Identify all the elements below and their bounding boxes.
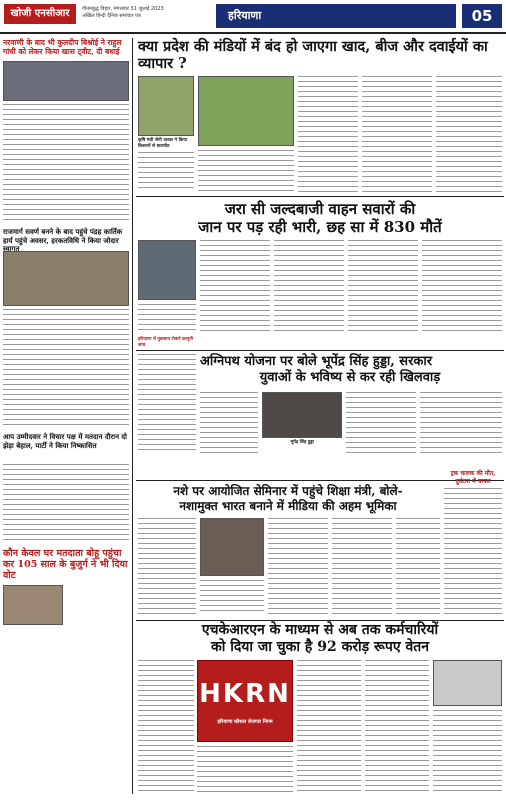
story3-caption: भूपेंद्र सिंह हुड्डा xyxy=(290,440,314,445)
left-story1-headline: नरवाणी के बाद भी कुलदीप बिश्नोई ने राहुल गांधी को लेकर किया खास ट्वीट, दी बधाई xyxy=(3,38,122,56)
left-story1-body xyxy=(3,104,129,224)
story2-body-4 xyxy=(348,240,418,334)
left-story3-headline: आप उम्मीदवार ने विचार पक्ष में मतदान दौरान दो झेड़ा बेहाल, पार्टी ने किया निष्कासित xyxy=(3,432,127,450)
left-column xyxy=(3,38,129,625)
top-story-body-2 xyxy=(198,150,294,192)
top-story-body-3 xyxy=(298,76,358,192)
story2-subhead: हरियाणा में नुकसान रोकने कानूनी जांच xyxy=(138,337,193,348)
story-divider xyxy=(136,196,504,197)
top-story-body-5 xyxy=(436,76,502,192)
story-divider xyxy=(136,620,504,621)
top-story-body-4 xyxy=(362,76,432,192)
story4-photo xyxy=(200,518,264,576)
story4-body-5 xyxy=(396,518,440,614)
story4-body-2 xyxy=(200,580,264,614)
story3-body-4 xyxy=(420,392,502,454)
left-story1-photo xyxy=(3,61,129,101)
section-title: हरियाणा xyxy=(216,4,456,28)
top-story-caption: कृषि मंत्री जेपी दलाल ने किया किसानों से बातचीत xyxy=(138,138,188,149)
story5-photo xyxy=(433,660,502,706)
story3-headline-line2: युवाओं के भविष्य से कर रही खिलवाड़ xyxy=(259,370,441,385)
top-story-headline: क्या प्रदेश की मंडियों में बंद हो जाएगा खाद, बीज और दवाईयों का व्यापार ? xyxy=(138,38,488,72)
right-brief2-body xyxy=(444,488,502,614)
story2-headline xyxy=(138,200,502,236)
story5-body-2 xyxy=(197,746,293,794)
left-story2-headline: राजमार्ग सवर्ण बनने के बाद पहुंचे पंद्रह कार्तिक हार्य पहुंचे अवसर, हरकतविधि ने किया जोदार स्वागत xyxy=(3,227,123,253)
story2-headline-line1: जरा सी जल्दबाजी वाहन सवारों की xyxy=(224,200,416,218)
left-story4-headline: कौन केवल घर मतदाता बोहू पहुंचा कर 105 साल के बुजुर्ग ने भी दिया वोट xyxy=(3,548,128,581)
story4-headline-line1: नशे पर आयोजित सेमिनार में पहुंचे शिक्षा मंत्री, बोले- xyxy=(173,484,403,498)
left-story2-photo xyxy=(3,251,129,306)
left-story4-photo xyxy=(3,585,63,625)
story2-headline-line2: जान पर पड़ रही भारी, छह सा में 830 मौतें xyxy=(198,218,442,236)
story4-body-3 xyxy=(268,518,328,614)
story4-headline xyxy=(138,484,438,514)
story5-headline-line2: को दिया जा चुका है 92 करोड़ रूपए वेतन xyxy=(210,639,430,655)
masthead xyxy=(0,0,506,34)
story2-body-1 xyxy=(138,304,196,334)
story5-body-3 xyxy=(297,660,361,794)
hkrn-logo-box xyxy=(197,660,293,742)
story3-photo xyxy=(262,392,342,438)
story3-body-1 xyxy=(138,354,196,454)
story3-headline-line1: अग्निपथ योजना पर बोले भूपेंद्र सिंह हुड्डा, सरकार xyxy=(200,354,433,369)
column-divider xyxy=(132,38,133,794)
story4-body-4 xyxy=(332,518,392,614)
top-story-body-1 xyxy=(138,152,194,192)
masthead-meta xyxy=(82,6,202,20)
top-story-photo-1 xyxy=(138,76,194,136)
masthead-tagline: अखिल हिन्दी दैनिक समाचार पत्र xyxy=(82,13,141,19)
story4-body-1 xyxy=(138,518,196,614)
left-story2-body xyxy=(3,309,129,429)
story5-body-1 xyxy=(138,660,194,794)
story5-body-4 xyxy=(365,660,429,794)
left-story3-body xyxy=(3,464,129,544)
right-brief2-headline: ट्रक चालक की मौत, दुर्घटना में घायल xyxy=(450,470,496,485)
top-story-photo-2 xyxy=(198,76,294,146)
story3-body-3 xyxy=(346,392,416,454)
story5-headline xyxy=(138,622,502,656)
story-divider xyxy=(136,350,504,351)
story2-body-3 xyxy=(274,240,344,334)
page-number: 05 xyxy=(462,4,502,28)
hkrn-logo: HKRN xyxy=(199,679,291,709)
story3-headline xyxy=(200,354,500,386)
story2-body-5 xyxy=(422,240,502,334)
story4-headline-line2: नशामुक्त भारत बनाने में मीडिया की अहम भूमिका xyxy=(179,499,397,513)
story3-body-2 xyxy=(200,392,258,454)
hkrn-subtitle: हरियाणा कौशल रोजगार निगम xyxy=(217,719,273,725)
newspaper-logo: खोजी एनसीआर xyxy=(4,4,76,24)
story5-headline-line1: एचकेआरएन के माध्यम से अब तक कर्मचारियों xyxy=(201,622,439,638)
story5-body-5 xyxy=(433,710,502,794)
masthead-date: गौतमबुद्ध विहार, मंगलवार 31 जुलाई 2023 xyxy=(82,6,164,12)
story2-photo xyxy=(138,240,196,300)
story2-body-2 xyxy=(200,240,270,334)
